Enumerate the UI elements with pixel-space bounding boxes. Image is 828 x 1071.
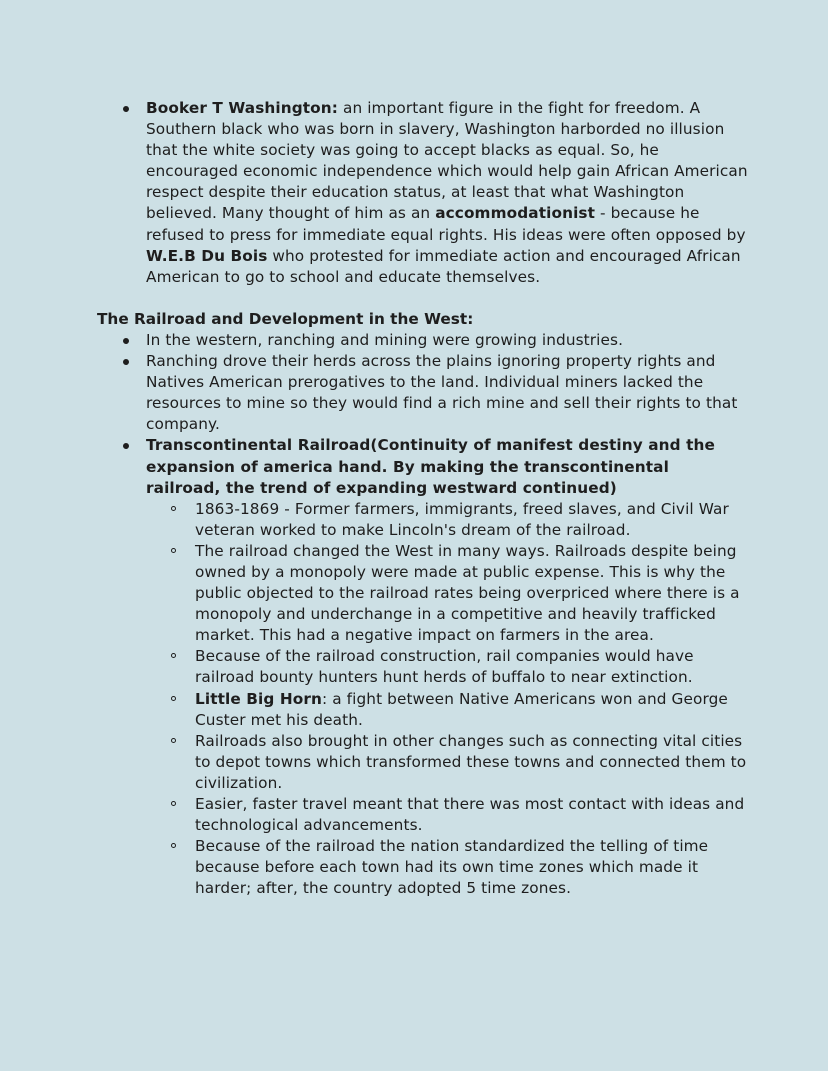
- term-transcontinental: Transcontinental Railroad(Continuity of manifest destiny and the expansion of america hand. By making the transcontinental railroad, the trend of expanding westward continued): [146, 436, 716, 497]
- list-item: In the western, ranching and mining were growing industries.: [97, 330, 748, 351]
- term-accommodationist: accommodationist: [435, 204, 596, 223]
- sub-list-item: Railroads also brought in other changes such as connecting vital cities to depot towns which transformed these towns and connected them to civilization.: [97, 731, 748, 794]
- term-booker-washington: Booker T Washington:: [146, 99, 339, 117]
- booker-text-3: who protested for immediate action and encouraged African American to go to school and educate themselves.: [146, 246, 741, 286]
- booker-list: [97, 98, 748, 288]
- transcontinental-sublist: [146, 499, 748, 900]
- sub-list-item: Because of the railroad the nation standardized the telling of time because before each town had its own time zones which made it harder; after, the country adopted 5 time zones.: [97, 836, 748, 899]
- little-big-horn-text: : a fight between Native Americans won and George Custer met his death.: [195, 689, 728, 729]
- section-heading-railroad: The Railroad and Development in the West:: [97, 309, 474, 328]
- sub-list-item: The railroad changed the West in many ways. Railroads despite being owned by a monopoly were made at public expense. This is why the public objected to the railroad rates being overpriced where there is a monopoly and underchange in a competitive and heavily trafficked market. This had a negative impact on farmers in the area.: [97, 541, 748, 646]
- term-little-big-horn: Little Big Horn: [195, 689, 322, 708]
- booker-text-2: - because he refused to press for immediate equal rights. His ideas were often opposed by: [146, 204, 746, 244]
- sub-list-item: Because of the railroad construction, rail companies would have railroad bounty hunters hunt herds of buffalo to near extinction.: [97, 646, 748, 688]
- list-item-booker-washington: [97, 98, 748, 288]
- list-item-transcontinental: [97, 435, 748, 899]
- term-du-bois: W.E.B Du Bois: [146, 246, 268, 265]
- sub-list-item-little-big-horn: [97, 689, 748, 731]
- railroad-list: [97, 330, 748, 900]
- booker-text-1: an important figure in the fight for freedom. A Southern black who was born in slavery, Washington harborded no illusion that the white society was going to accept blacks as equal. So, he encouraged economic independence which would help gain African American respect despite their education status, at least that what Washington believed. Many thought of him as an: [146, 99, 748, 223]
- list-item: Ranching drove their herds across the plains ignoring property rights and Natives American prerogatives to the land. Individual miners lacked the resources to mine so they would find a rich mine and sell their rights to that company.: [97, 351, 748, 435]
- sub-list-item: Easier, faster travel meant that there was most contact with ideas and technological advancements.: [97, 794, 748, 836]
- sub-list-item: 1863-1869 - Former farmers, immigrants, freed slaves, and Civil War veteran worked to make Lincoln's dream of the railroad.: [97, 499, 748, 541]
